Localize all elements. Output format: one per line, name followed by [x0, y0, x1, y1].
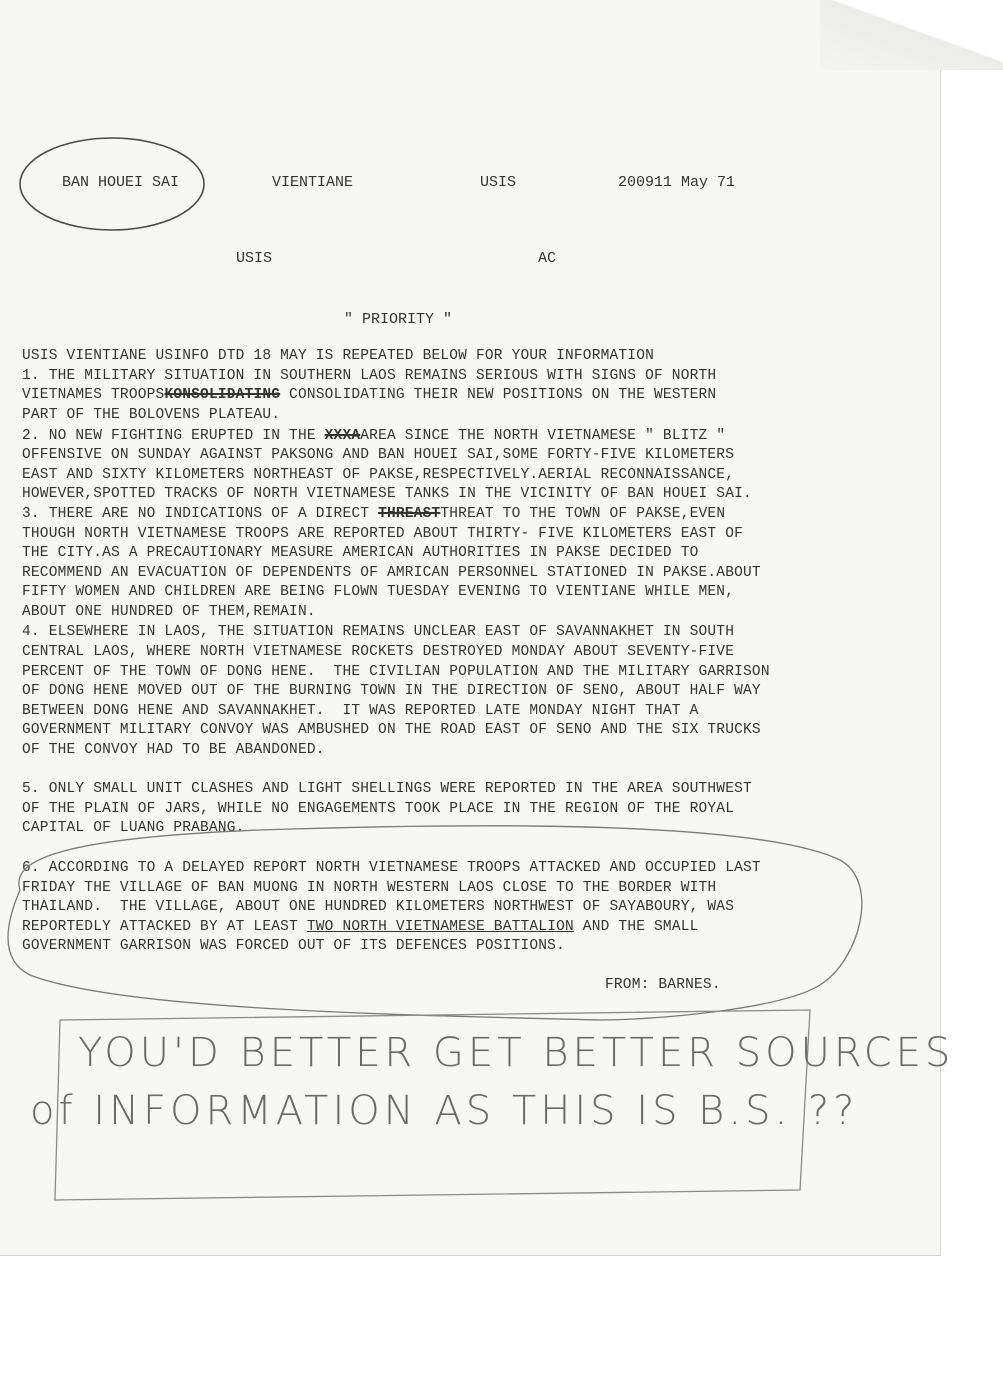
paragraph-6-line-3: THAILAND. THE VILLAGE, ABOUT ONE HUNDRED KILOMETERS NORTHWEST OF SAYABOURY, WAS [22, 899, 735, 915]
text-run: 3. THERE ARE NO INDICATIONS OF A DIRECT [22, 506, 379, 522]
paragraph-5-line-1: 5. ONLY SMALL UNIT CLASHES AND LIGHT SHELLINGS WERE REPORTED IN THE AREA SOUTHWEST [22, 781, 752, 797]
paragraph-6-line-5: GOVERNMENT GARRISON WAS FORCED OUT OF ITS DEFENCES POSITIONS. [22, 938, 565, 954]
paragraph-2-line-3: EAST AND SIXTY KILOMETERS NORTHEAST OF PAKSE,RESPECTIVELY.AERIAL RECONNAISSANCE, [22, 467, 735, 483]
paragraph-4-line-2: CENTRAL LAOS, WHERE NORTH VIETNAMESE ROCKETS DESTROYED MONDAY ABOUT SEVENTY-FIVE [22, 644, 735, 660]
signature-line: FROM: BARNES. [605, 977, 721, 993]
paragraph-4-line-4: OF DONG HENE MOVED OUT OF THE BURNING TOWN IN THE DIRECTION OF SENO, ABOUT HALF WAY [22, 683, 761, 699]
struck-out-text: XXXA [324, 428, 361, 444]
paragraph-1-line-2 [22, 386, 716, 405]
paragraph-4-line-7: OF THE CONVOY HAD TO BE ABANDONED. [22, 742, 325, 758]
struck-out-text: KONSOLIDATING [164, 387, 281, 403]
paragraph-3-line-1 [22, 505, 725, 524]
routing-from: USIS [236, 250, 273, 267]
paragraph-6-line-1: 6. ACCORDING TO A DELAYED REPORT NORTH VIETNAMESE TROOPS ATTACKED AND OCCUPIED LAST [22, 860, 761, 876]
origin-label: BAN HOUEI SAI [62, 174, 180, 191]
text-run: AREA SINCE THE NORTH VIETNAMESE " BLITZ " [360, 428, 726, 444]
paragraph-5-line-2: OF THE PLAIN OF JARS, WHILE NO ENGAGEMENTS TOOK PLACE IN THE REGION OF THE ROYAL [22, 801, 735, 817]
page-corner-fold [820, 0, 1003, 70]
text-run: VIETNAMES TROOPS [22, 387, 165, 403]
paragraph-4-line-6: GOVERNMENT MILITARY CONVOY WAS AMBUSHED ON THE ROAD EAST OF SENO AND THE SIX TRUCKS [22, 722, 761, 738]
routing-to: AC [538, 250, 557, 267]
text-run: THREAT TO THE TOWN OF PAKSE,EVEN [440, 506, 726, 522]
text-run: REPORTEDLY ATTACKED BY AT LEAST [22, 919, 307, 935]
city-label: VIENTIANE [272, 174, 354, 191]
text-run: CONSOLIDATING THEIR NEW POSITIONS ON THE WESTERN [280, 387, 717, 403]
paragraph-3-line-3: THE CITY.AS A PRECAUTIONARY MEASURE AMERICAN AUTHORITIES IN PAKSE DECIDED TO [22, 545, 699, 561]
paragraph-4-line-1: 4. ELSEWHERE IN LAOS, THE SITUATION REMAINS UNCLEAR EAST OF SAVANNAKHET IN SOUTH [22, 624, 735, 640]
paragraph-1-line-3: PART OF THE BOLOVENS PLATEAU. [22, 407, 281, 423]
paragraph-6-line-4 [22, 918, 699, 937]
handwritten-note-line-2: of INFORMATION AS THIS IS B.S. ?? [30, 1088, 859, 1134]
text-run: AND THE SMALL [573, 919, 699, 935]
underlined-text: TWO NORTH VIETNAMESE BATTALION [306, 919, 574, 935]
struck-out-text: THREAST [378, 506, 441, 522]
intro-line: USIS VIENTIANE USINFO DTD 18 MAY IS REPEATED BELOW FOR YOUR INFORMATION [22, 348, 655, 364]
paragraph-3-line-2: THOUGH NORTH VIETNAMESE TROOPS ARE REPORTED ABOUT THIRTY- FIVE KILOMETERS EAST OF [22, 526, 744, 542]
paragraph-1-line-1: 1. THE MILITARY SITUATION IN SOUTHERN LAOS REMAINS SERIOUS WITH SIGNS OF NORTH [22, 368, 717, 384]
paragraph-4-line-3: PERCENT OF THE TOWN OF DONG HENE. THE CIVILIAN POPULATION AND THE MILITARY GARRISON [22, 664, 770, 680]
paragraph-6-line-2: FRIDAY THE VILLAGE OF BAN MUONG IN NORTH WESTERN LAOS CLOSE TO THE BORDER WITH [22, 880, 717, 896]
paragraph-2-line-2: OFFENSIVE ON SUNDAY AGAINST PAKSONG AND BAN HOUEI SAI,SOME FORTY-FIVE KILOMETERS [22, 447, 735, 463]
paragraph-3-line-4: RECOMMEND AN EVACUATION OF DEPENDENTS OF AMRICAN PERSONNEL STATIONED IN PAKSE.ABOUT [22, 565, 761, 581]
text-run: 2. NO NEW FIGHTING ERUPTED IN THE [22, 428, 325, 444]
paragraph-3-line-6: ABOUT ONE HUNDRED OF THEM,REMAIN. [22, 604, 316, 620]
agency-label: USIS [480, 174, 517, 191]
handwritten-note-line-1: YOU'D BETTER GET BETTER SOURCES [78, 1030, 955, 1076]
paragraph-2-line-1 [22, 427, 725, 446]
paragraph-3-line-5: FIFTY WOMEN AND CHILDREN ARE BEING FLOWN TUESDAY EVENING TO VIENTIANE WHILE MEN, [22, 584, 735, 600]
precedence-label: " PRIORITY " [344, 311, 453, 328]
paragraph-5-line-3: CAPITAL OF LUANG PRABANG. [22, 820, 245, 836]
paragraph-2-line-4: HOWEVER,SPOTTED TRACKS OF NORTH VIETNAMESE TANKS IN THE VICINITY OF BAN HOUEI SAI. [22, 486, 752, 502]
date-time-group: 200911 May 71 [618, 174, 736, 191]
paragraph-4-line-5: BETWEEN DONG HENE AND SAVANNAKHET. IT WAS REPORTED LATE MONDAY NIGHT THAT A [22, 703, 699, 719]
